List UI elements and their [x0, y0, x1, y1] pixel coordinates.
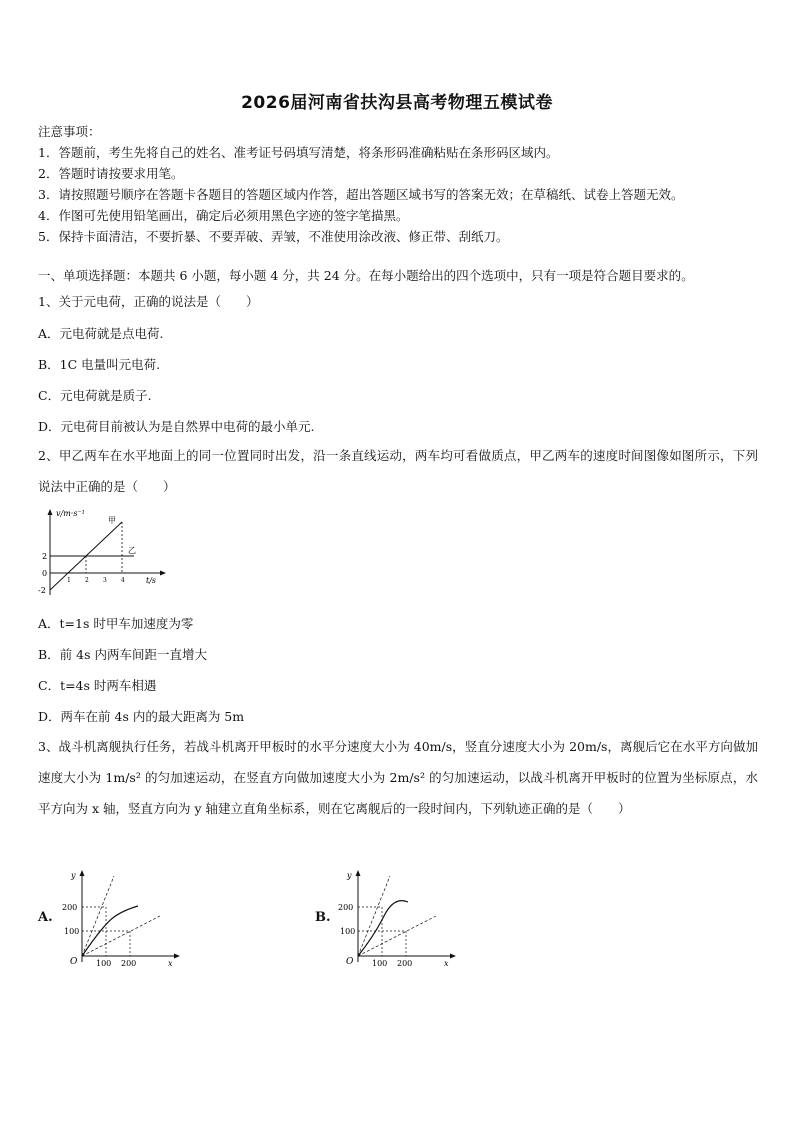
question-3-option-b-label: B. — [315, 910, 331, 925]
trajectory-curve — [358, 901, 408, 956]
x-axis-label: t/s — [146, 576, 157, 585]
x-axis-label: x — [168, 959, 173, 968]
x-tick-label: 100 — [372, 959, 388, 968]
notice-item: 3．请按照题号顺序在答题卡各题目的答题区域内作答，超出答题区域书写的答案无效；在草稿纸、试卷上答题无效。 — [38, 187, 684, 202]
question-1-option-d: D．元电荷目前被认为是自然界中电荷的最小单元. — [38, 419, 315, 434]
origin-label: O — [346, 957, 354, 967]
origin-label: O — [70, 957, 78, 967]
notice-item: 5．保持卡面清洁，不要折暴、不要弄破、弄皱，不准使用涂改液、修正带、刮纸刀。 — [38, 229, 509, 244]
question-2-option-a: A．t=1s 时甲车加速度为零 — [38, 616, 194, 631]
question-2-option-b: B．前 4s 内两车间距一直增大 — [38, 647, 208, 662]
question-2-option-c: C．t=4s 时两车相遇 — [38, 678, 157, 693]
question-2-option-d: D．两车在前 4s 内的最大距离为 5m — [38, 709, 245, 724]
x-tick-label: 3 — [103, 577, 107, 584]
origin-label: 0 — [42, 569, 48, 578]
section-heading: 一、单项选择题：本题共 6 小题，每小题 4 分，共 24 分。在每小题给出的四个选项中，只有一项是符合题目要求的。 — [38, 268, 694, 283]
x-tick-label: 100 — [96, 959, 112, 968]
y-axis-label: y — [71, 871, 76, 880]
y-tick-label: 200 — [62, 903, 78, 912]
notice-item: 1．答题前，考生先将自己的姓名、准考证号码填写清楚，将条形码准确粘贴在条形码区域内。 — [38, 145, 559, 160]
y-tick-label: 2 — [42, 552, 48, 561]
y-axis-arrow — [80, 870, 85, 876]
notice-item: 2．答题时请按要求用笔。 — [38, 166, 184, 181]
question-1-option-c: C．元电荷就是质子. — [38, 388, 152, 403]
y-tick-label: 200 — [338, 903, 354, 912]
x-tick-label: 200 — [121, 959, 137, 968]
question-2-vt-graph — [34, 505, 174, 600]
series-jia-label: 甲 — [108, 516, 116, 525]
series-yi-label: 乙 — [128, 546, 136, 555]
x-axis-arrow — [174, 954, 180, 959]
asymptote-line — [358, 876, 390, 956]
asymptote-line — [358, 916, 436, 956]
question-3-option-b-graph — [334, 866, 464, 970]
y-axis-arrow — [356, 870, 361, 876]
asymptote-line — [82, 916, 160, 956]
y-axis-label: y — [347, 871, 352, 880]
y-axis-label: v/m·s⁻¹ — [56, 509, 85, 518]
y-tick-label: 100 — [340, 927, 356, 936]
x-axis-arrow — [450, 954, 456, 959]
x-tick-label: 4 — [121, 577, 125, 584]
question-3-stem: 3、战斗机离舰执行任务，若战斗机离开甲板时的水平分速度大小为 40m/s，竖直分速度大小为 20m/s，离舰后它在水平方向做加速度大小为 1m/s² 的匀加速运动，在竖直方向做加速度大小为 2m/s² 的匀加速运动，以战斗机离开甲板时的位置为坐标原点，水平方向为 x 轴，竖直方向为 y 轴建立直角坐标系，则在它离舰后的一段时间内，下列轨迹正确的是（ ） — [38, 739, 758, 816]
x-axis-arrow — [160, 571, 166, 576]
y-tick-label: 100 — [64, 927, 80, 936]
question-1-option-a: A．元电荷就是点电荷. — [38, 326, 164, 341]
x-axis-label: x — [444, 959, 449, 968]
question-2-stem: 2、甲乙两车在水平地面上的同一位置同时出发，沿一条直线运动，两车均可看做质点，甲乙两车的速度时间图像如图所示，下列说法中正确的是（ ） — [38, 448, 758, 494]
question-1-option-b: B．1C 电量叫元电荷. — [38, 357, 161, 372]
exam-title: 2026届河南省扶沟县高考物理五模试卷 — [241, 93, 553, 113]
question-3-option-a-graph — [58, 866, 188, 970]
x-tick-label: 200 — [397, 959, 413, 968]
asymptote-line — [82, 876, 114, 956]
y-axis-arrow — [48, 509, 53, 515]
question-3-option-a-label: A. — [38, 910, 53, 925]
notice-item: 4．作图可先使用铅笔画出，确定后必须用黑色字迹的签字笔描黑。 — [38, 208, 409, 223]
x-tick-label: 1 — [67, 577, 71, 584]
notice-heading: 注意事项： — [38, 124, 101, 139]
y-tick-label: -2 — [38, 586, 46, 595]
x-tick-label: 2 — [85, 577, 89, 584]
question-1-stem: 1、关于元电荷，正确的说法是（ ） — [38, 294, 259, 309]
